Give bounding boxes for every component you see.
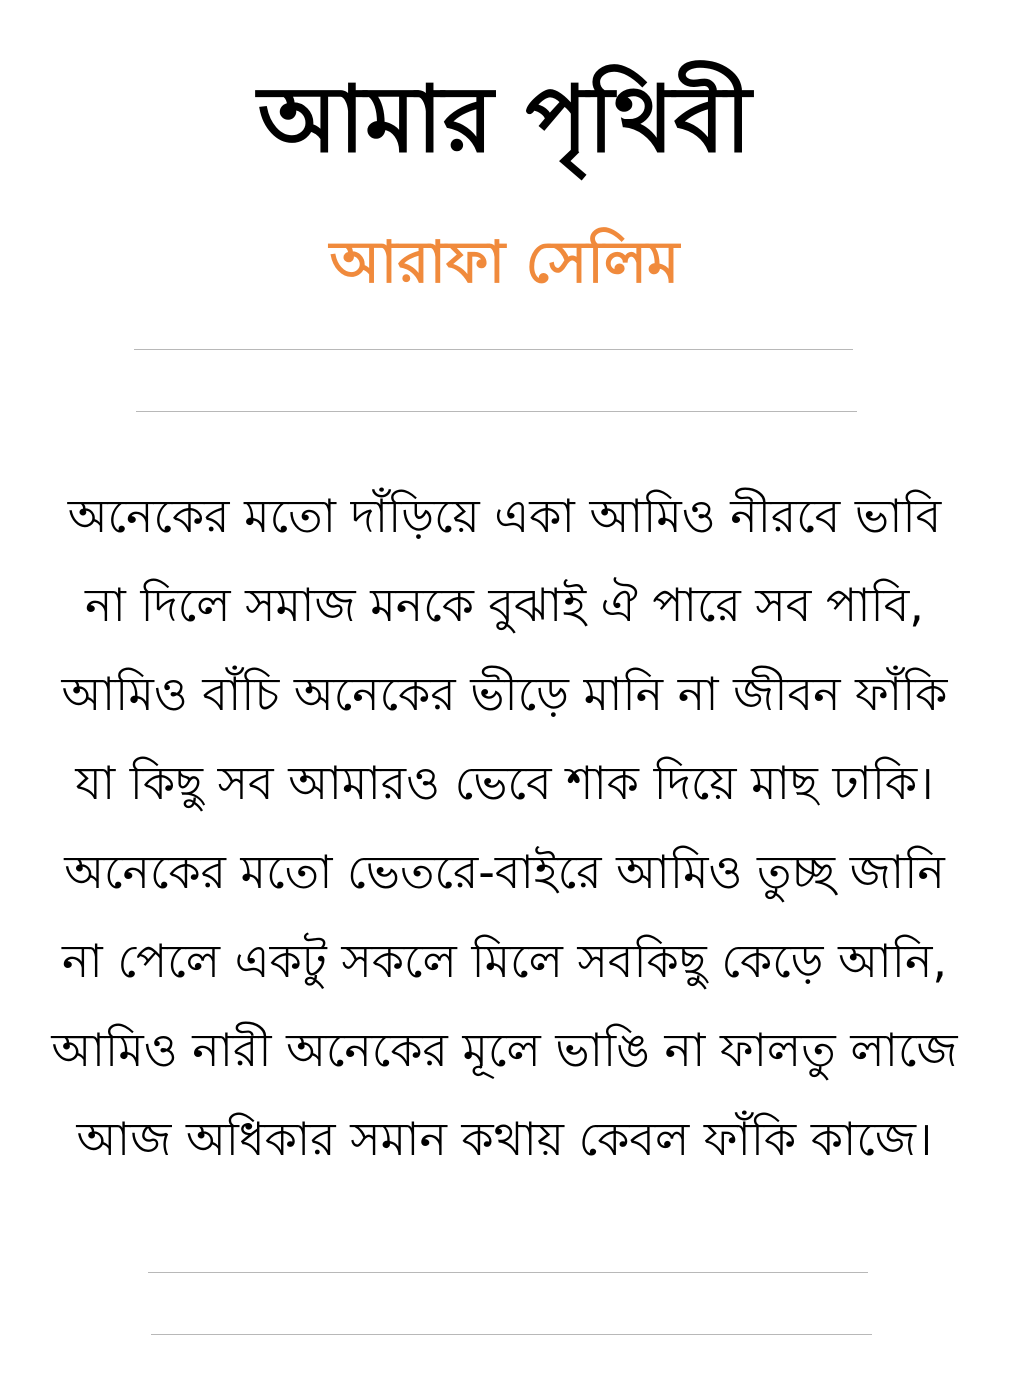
poem-line: আজ অধিকার সমান কথায় কেবল ফাঁকি কাজে। — [76, 1112, 933, 1166]
poem-line: আমিও বাঁচি অনেকের ভীড়ে মানি না জীবন ফাঁকি — [61, 667, 948, 721]
poem-body — [0, 472, 1009, 1184]
poem-title: আমার পৃথিবী — [257, 66, 752, 173]
poem-line: অনেকের মতো দাঁড়িয়ে একা আমিও নীরবে ভাবি — [67, 489, 942, 543]
poem-line: আমিও নারী অনেকের মূলে ভাঙি না ফালতু লাজে — [51, 1023, 958, 1077]
divider-bottom-1 — [148, 1272, 868, 1273]
divider-top-1 — [134, 349, 853, 350]
poem-line: যা কিছু সব আমারও ভেবে শাক দিয়ে মাছ ঢাকি। — [75, 756, 934, 810]
poem-line: অনেকের মতো ভেতরে-বাইরে আমিও তুচ্ছ জানি — [64, 845, 945, 899]
divider-top-2 — [136, 411, 857, 412]
poem-line: না পেলে একটু সকলে মিলে সবকিছু কেড়ে আনি, — [61, 934, 948, 988]
poem-author: আরাফা সেলিম — [329, 228, 680, 296]
divider-bottom-2 — [151, 1334, 872, 1335]
poem-line: না দিলে সমাজ মনকে বুঝাই ঐ পারে সব পাবি, — [85, 578, 924, 632]
